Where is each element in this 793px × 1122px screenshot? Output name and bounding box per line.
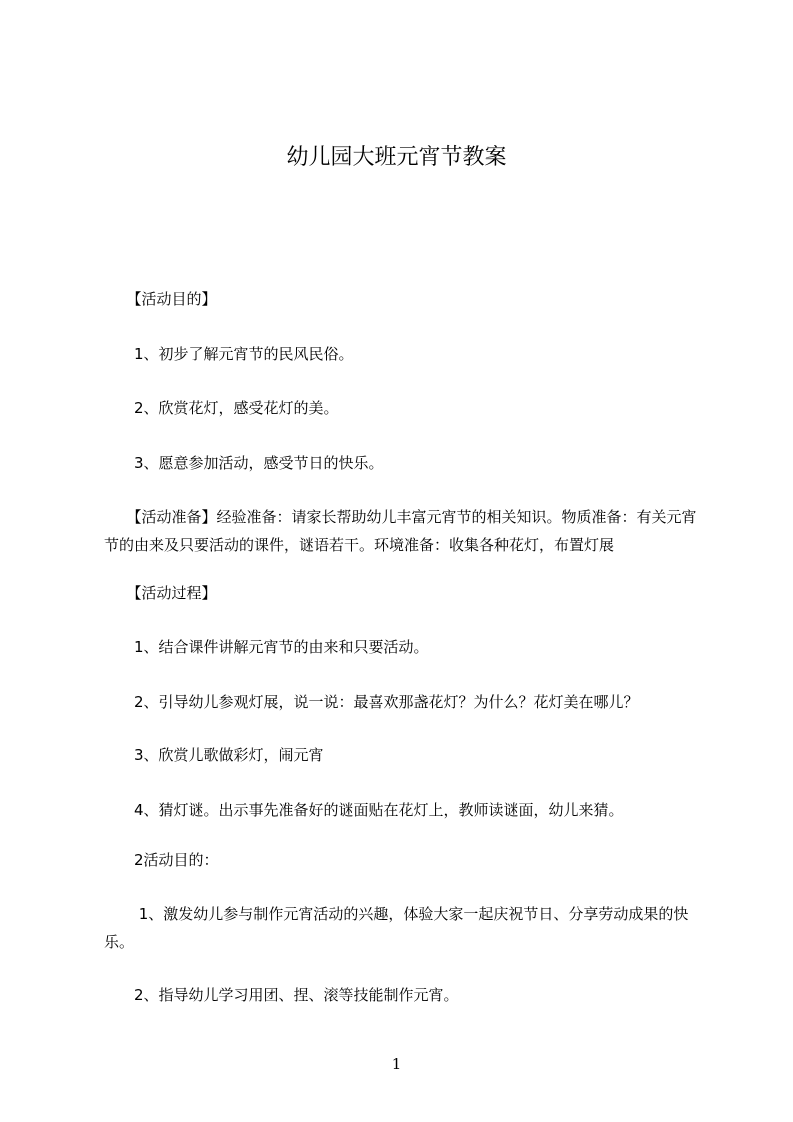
preparation-paragraph: 【活动准备】经验准备：请家长帮助幼儿丰富元宵节的相关知识。物质准备：有关元宵节的由来及只要活动的课件，谜语若干。环境准备：收集各种花灯，布置灯展 bbox=[104, 508, 697, 554]
section-heading-objectives: 【活动目的】 bbox=[104, 290, 217, 308]
section-heading-objectives-2: 2活动目的： bbox=[104, 851, 219, 869]
process-item-2: 2、引导幼儿参观灯展，说一说：最喜欢那盏花灯？为什么？花灯美在哪儿？ bbox=[104, 693, 639, 711]
process-item-3: 3、欣赏儿歌做彩灯，闹元宵 bbox=[104, 746, 324, 764]
section-heading-process: 【活动过程】 bbox=[104, 584, 217, 602]
objective-item-1: 1、初步了解元宵节的民风民俗。 bbox=[104, 345, 354, 363]
objective-item-3: 3、愿意参加活动，感受节日的快乐。 bbox=[104, 454, 384, 472]
page-number: 1 bbox=[391, 1055, 402, 1073]
document-title: 幼儿园大班元宵节教案 bbox=[286, 145, 507, 170]
objective-item-2: 2、欣赏花灯，感受花灯的美。 bbox=[104, 399, 339, 417]
objective2-item-2: 2、指导幼儿学习用团、捏、滚等技能制作元宵。 bbox=[104, 986, 459, 1004]
process-item-1: 1、结合课件讲解元宵节的由来和只要活动。 bbox=[104, 638, 429, 656]
process-item-4: 4、猜灯谜。出示事先准备好的谜面贴在花灯上，教师读谜面，幼儿来猜。 bbox=[104, 801, 624, 819]
objective2-item-1: 1、激发幼儿参与制作元宵活动的兴趣，体验大家一起庆祝节日、分享劳动成果的快乐。 bbox=[104, 905, 689, 951]
